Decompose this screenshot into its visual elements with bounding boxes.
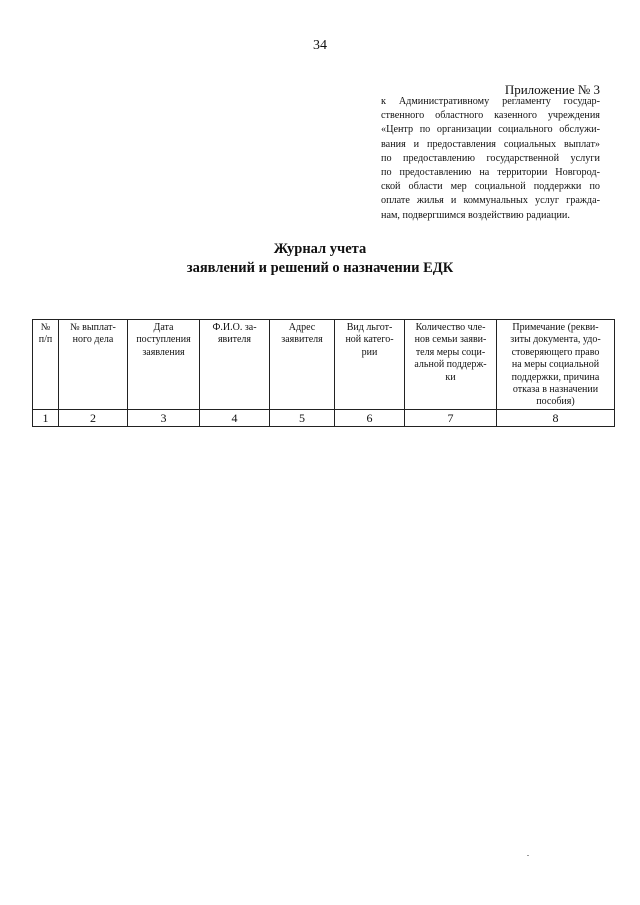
header-cell: Дата поступления заявления xyxy=(128,320,200,410)
column-number-cell: 4 xyxy=(200,409,270,426)
page-number: 34 xyxy=(313,38,327,53)
journal-table xyxy=(32,319,615,427)
header-cell: Количество чле- нов семьи заяви- теля меры соци- альной поддерж- ки xyxy=(405,320,497,410)
table-header-row xyxy=(33,320,615,410)
appendix-line: вания и предоставления социальных выплат» xyxy=(381,138,600,150)
appendix-line: оплате жилья и коммунальных услуг гражда- xyxy=(381,195,600,207)
header-cell: Ф.И.О. за- явителя xyxy=(200,320,270,410)
appendix-line: по предоставлению государственной услуги xyxy=(381,152,600,164)
header-cell: № п/п xyxy=(33,320,59,410)
document-subtitle: заявлений и решений о назначении ЕДК xyxy=(186,260,454,276)
header-cell: Адрес заявителя xyxy=(270,320,335,410)
column-number-cell: 7 xyxy=(405,409,497,426)
appendix-line: к Административному регламенту государ- xyxy=(381,96,600,107)
column-number-cell: 6 xyxy=(335,409,405,426)
appendix-title: Приложение № 3 xyxy=(504,82,600,97)
scan-speck xyxy=(527,855,529,856)
column-number-cell: 3 xyxy=(128,409,200,426)
appendix-line: ской области мер социальной поддержки по xyxy=(381,181,600,193)
column-number-row xyxy=(33,409,615,426)
header-cell: Вид льгот- ной катего- рии xyxy=(335,320,405,410)
appendix-line: по предоставлению на территории Новгород- xyxy=(381,167,600,179)
appendix-line: «Центр по организации социального обслужи- xyxy=(381,124,600,136)
column-number-cell: 8 xyxy=(497,409,615,426)
header-cell: Примечание (рекви- зиты документа, удо- стоверяющего право на меры социальной поддержки, причина отказа в назначении пособия) xyxy=(497,320,615,410)
appendix-line: ственного областного казенного учреждения xyxy=(381,110,600,122)
column-number-cell: 2 xyxy=(59,409,128,426)
header-cell: № выплат- ного дела xyxy=(59,320,128,410)
appendix-line: нам, подвергшимся воздействию радиации. xyxy=(381,209,570,221)
column-number-cell: 1 xyxy=(33,409,59,426)
appendix-text xyxy=(381,95,600,223)
document-title: Журнал учета xyxy=(273,241,367,257)
column-number-cell: 5 xyxy=(270,409,335,426)
